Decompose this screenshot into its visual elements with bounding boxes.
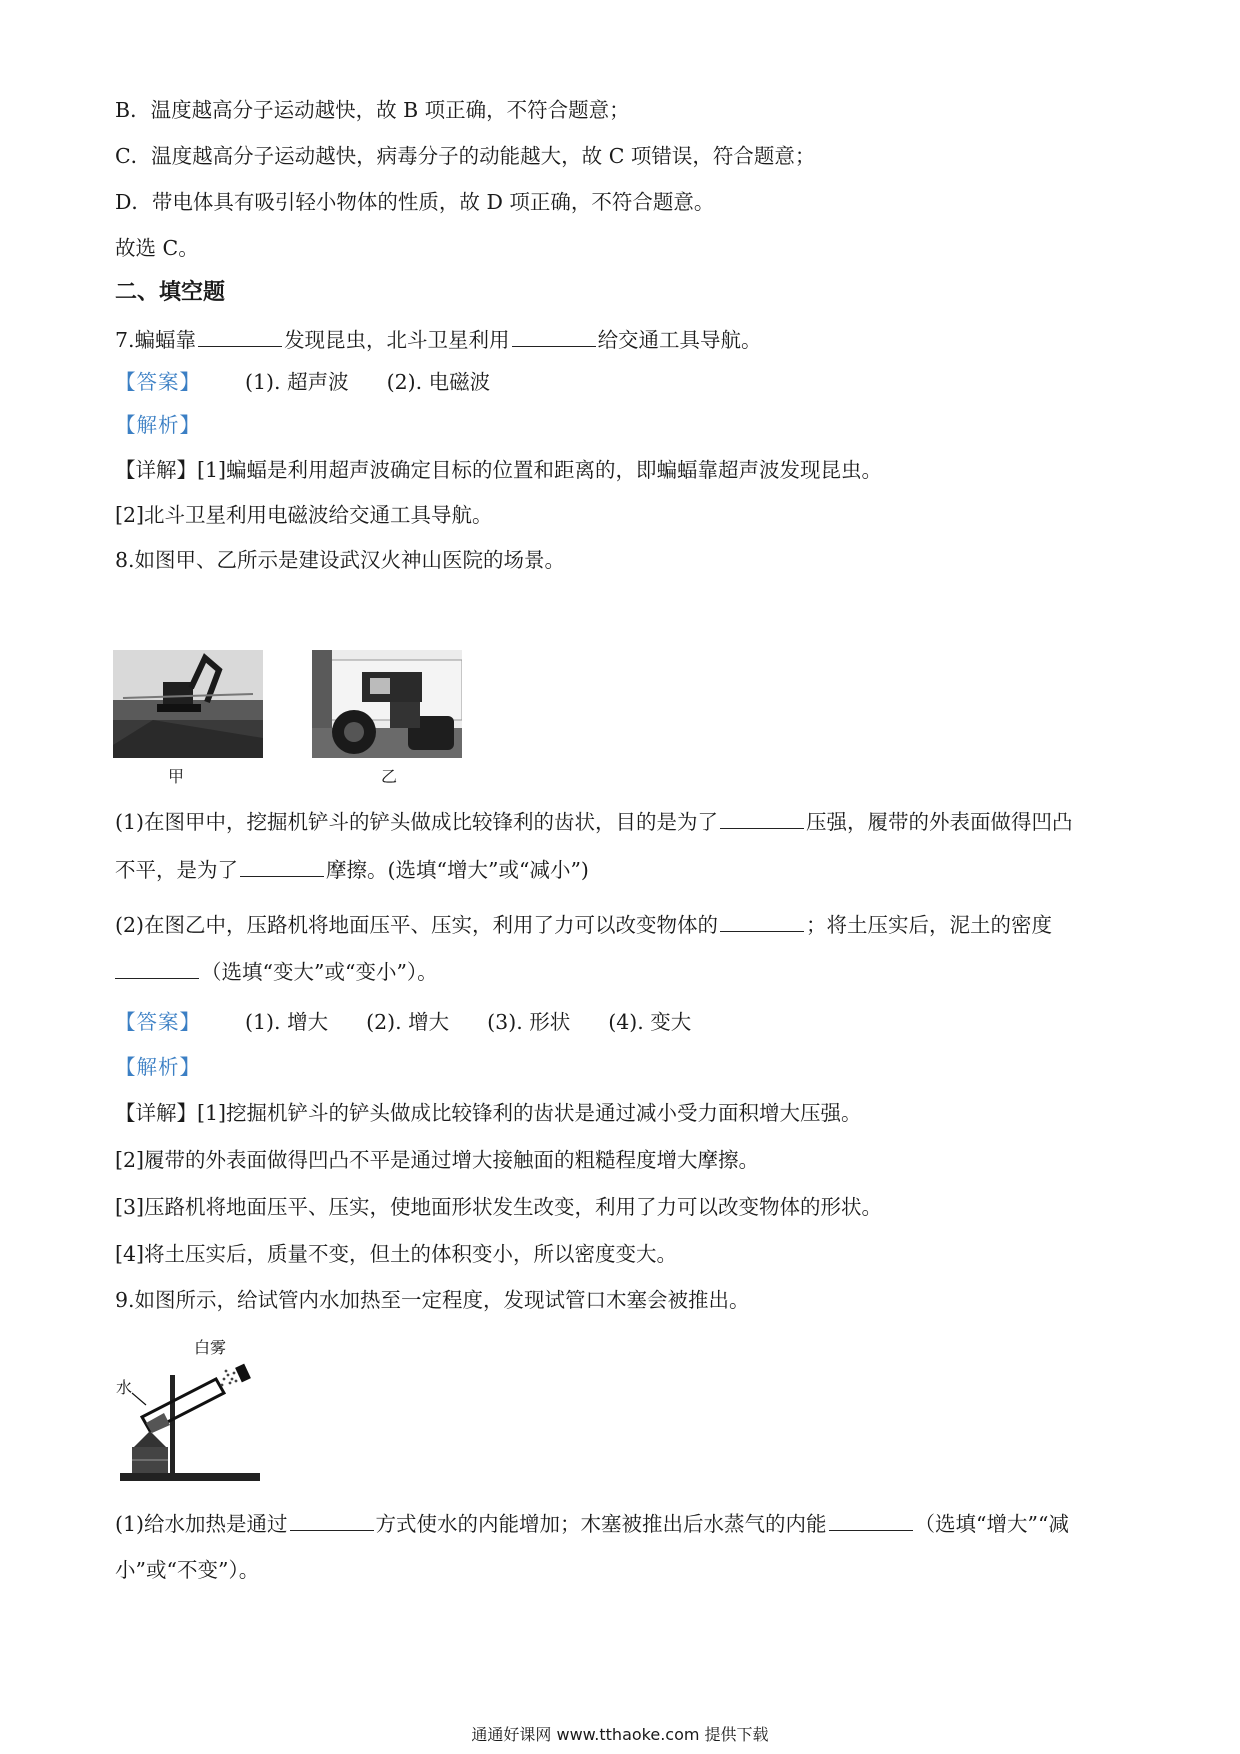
q7-answer-1: (1). 超声波 <box>245 370 349 394</box>
q9-p1-a: (1)给水加热是通过 <box>115 1512 288 1536</box>
section-title: 二、填空题 <box>115 280 226 305</box>
q9-stem: 9.如图所示，给试管内水加热至一定程度，发现试管口木塞会被推出。 <box>115 1288 750 1312</box>
q8-answer-4: (4). 变大 <box>608 1010 692 1034</box>
q8-detail-2: [2]履带的外表面做得凹凸不平是通过增大接触面的粗糙程度增大摩擦。 <box>115 1148 760 1172</box>
q8-stem: 8.如图甲、乙所示是建设武汉火神山医院的场景。 <box>115 548 566 572</box>
q8-p2-c: （选填“变大”或“变小”）。 <box>201 960 438 984</box>
q8-answer-2: (2). 增大 <box>366 1010 450 1034</box>
answer-tag: 【答案】 <box>115 370 201 394</box>
q9-p1-b: 方式使水的内能增加；木塞被推出后水蒸气的内能 <box>375 1512 827 1536</box>
answer-blank <box>720 810 804 829</box>
excavator-photo <box>113 650 263 758</box>
q8-part2-line1 <box>115 913 1052 936</box>
footer-source: 通通好课网 www.tthaoke.com 提供下载 <box>471 1725 769 1744</box>
fig-b-caption: 乙 <box>381 767 398 786</box>
q8-p1-b: 压强，履带的外表面做得凹凸 <box>806 810 1073 834</box>
q8-analysis-tag: 【解析】 <box>115 1055 201 1079</box>
q8-answer-line <box>115 1012 729 1033</box>
option-c: C．温度越高分子运动越快，病毒分子的动能越大，故 C 项错误，符合题意； <box>115 144 816 168</box>
q8-p1-c: 不平，是为了 <box>115 858 238 882</box>
q9-part1-line2: 小”或“不变”）。 <box>115 1558 260 1582</box>
q8-part2-line2 <box>115 960 438 983</box>
option-d: D．带电体具有吸引轻小物体的性质，故 D 项正确，不符合题意。 <box>115 190 715 214</box>
q9-p1-c: （选填“增大”“减 <box>914 1512 1069 1536</box>
q9-part1-line1 <box>115 1512 1069 1535</box>
answer-blank <box>290 1512 374 1531</box>
q7-stem <box>115 328 762 351</box>
conclusion: 故选 C。 <box>115 236 199 260</box>
answer-blank <box>512 328 596 347</box>
q8-p1-d: 摩擦。(选填“增大”或“减小”) <box>326 858 589 882</box>
fig-label-water: 水 <box>116 1378 133 1397</box>
q7-answer-2: (2). 电磁波 <box>386 370 491 394</box>
q7-detail-2: [2]北斗卫星利用电磁波给交通工具导航。 <box>115 503 493 527</box>
answer-blank <box>115 960 199 979</box>
option-b: B．温度越高分子运动越快，故 B 项正确，不符合题意； <box>115 98 630 122</box>
answer-tag: 【答案】 <box>115 1010 201 1034</box>
q8-answer-3: (3). 形状 <box>487 1010 571 1034</box>
test-tube-apparatus <box>112 1335 272 1485</box>
q8-detail-3: [3]压路机将地面压平、压实，使地面形状发生改变，利用了力可以改变物体的形状。 <box>115 1195 883 1219</box>
answer-blank <box>198 328 282 347</box>
q8-p1-a: (1)在图甲中，挖掘机铲斗的铲头做成比较锋利的齿状，目的是为了 <box>115 810 719 834</box>
answer-blank <box>720 913 804 932</box>
q7-answer-line <box>115 372 528 393</box>
q7-stem-a: 7.蝙蝠靠 <box>115 328 197 352</box>
q7-stem-c: 给交通工具导航。 <box>597 328 762 352</box>
road-roller-photo <box>312 650 462 758</box>
q8-part1-line2 <box>115 858 589 881</box>
q8-detail-4: [4]将土压实后，质量不变，但土的体积变小，所以密度变大。 <box>115 1242 678 1266</box>
q8-answer-1: (1). 增大 <box>245 1010 329 1034</box>
q7-detail-1: 【详解】[1]蝙蝠是利用超声波确定目标的位置和距离的，即蝙蝠靠超声波发现昆虫。 <box>115 458 883 482</box>
q7-analysis-tag: 【解析】 <box>115 413 201 437</box>
answer-blank <box>829 1512 913 1531</box>
q8-p2-a: (2)在图乙中，压路机将地面压平、压实，利用了力可以改变物体的 <box>115 913 719 937</box>
answer-blank <box>240 858 324 877</box>
q7-stem-b: 发现昆虫，北斗卫星利用 <box>284 328 510 352</box>
fig-a-caption: 甲 <box>168 767 185 786</box>
fig-label-fog: 白雾 <box>194 1338 227 1357</box>
q8-part1-line1 <box>115 810 1073 833</box>
q8-detail-1: 【详解】[1]挖掘机铲斗的铲头做成比较锋利的齿状是通过减小受力面积增大压强。 <box>115 1101 862 1125</box>
q8-p2-b: ；将土压实后，泥土的密度 <box>806 913 1053 937</box>
